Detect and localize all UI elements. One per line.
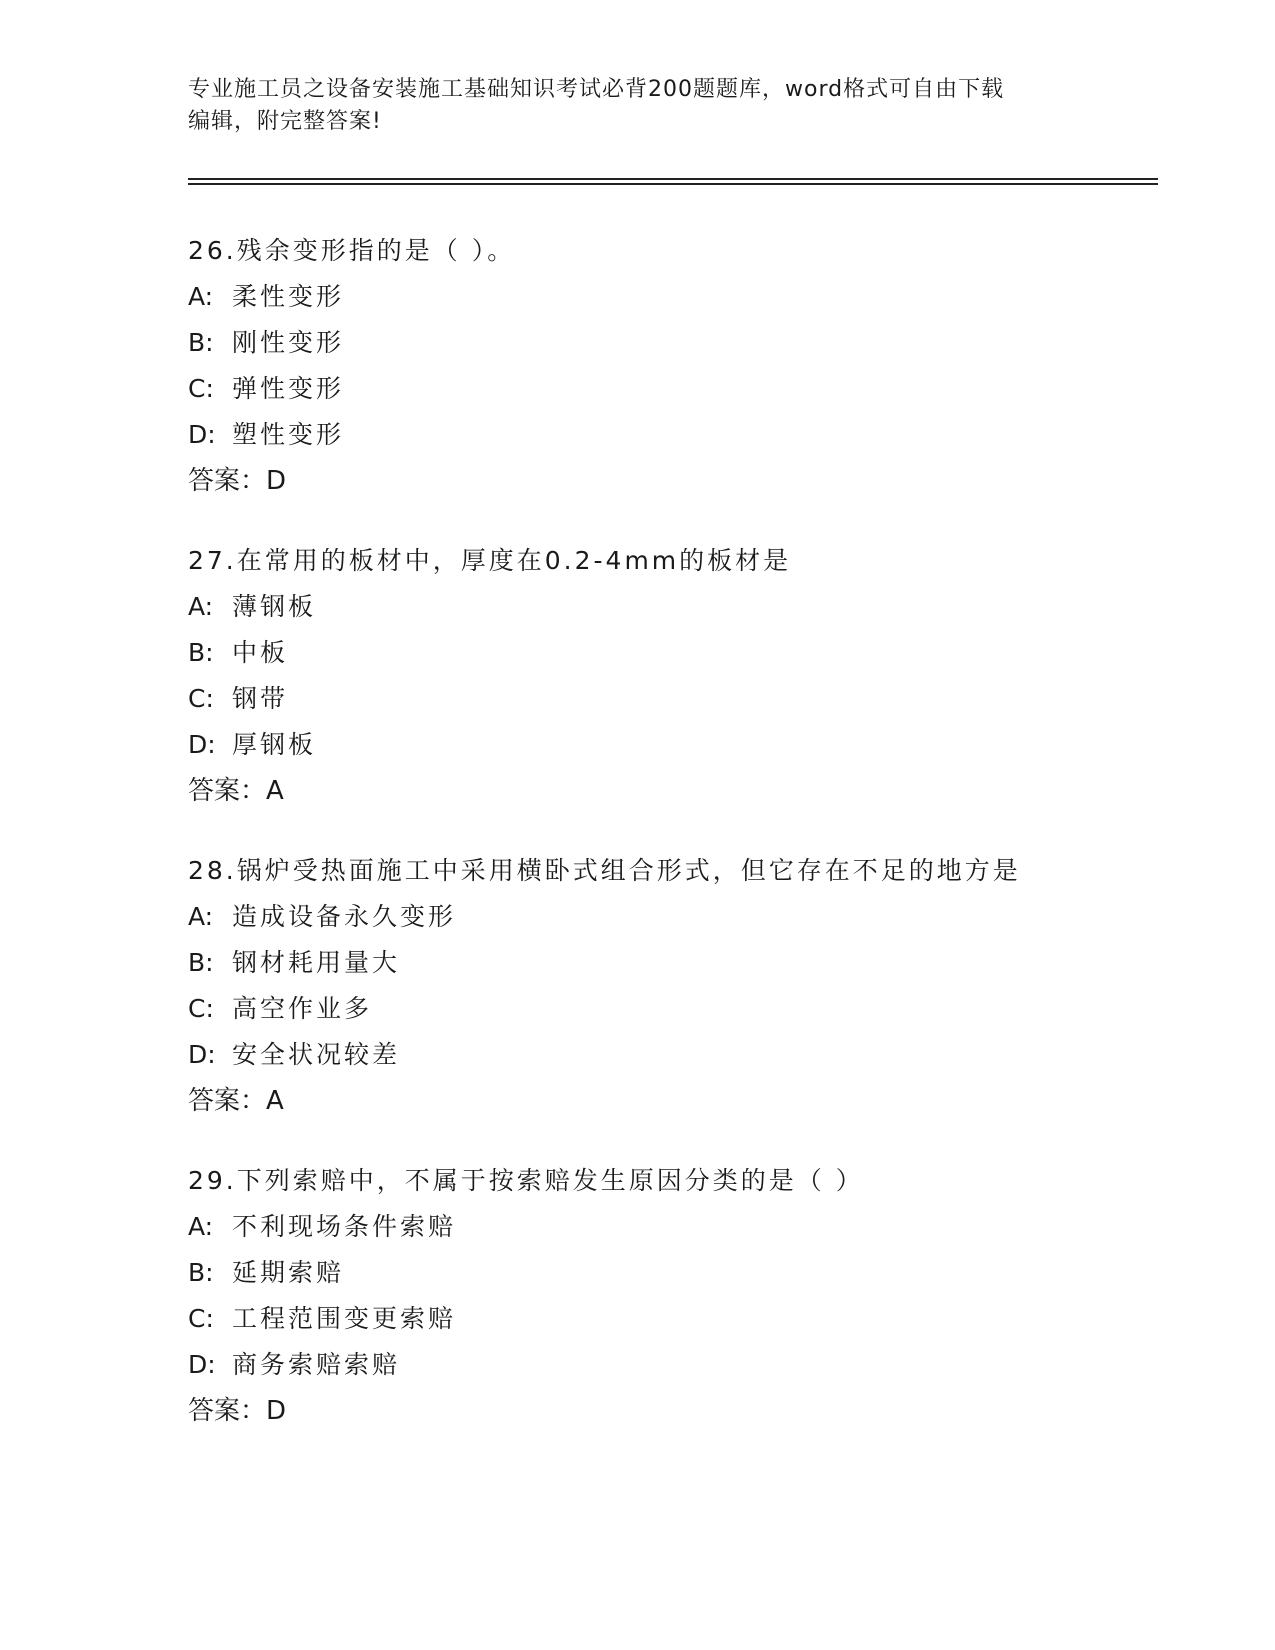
header-line-2: 编辑，附完整答案! bbox=[188, 109, 382, 134]
answer-label: 答案：D bbox=[188, 466, 287, 496]
option-key: B: bbox=[188, 1258, 214, 1287]
option-text: 中板 bbox=[232, 638, 289, 667]
option-key: A: bbox=[188, 282, 214, 311]
option-key: B: bbox=[188, 948, 214, 977]
answer-label: 答案：A bbox=[188, 776, 284, 806]
option-key: A: bbox=[188, 1212, 214, 1241]
option-key: B: bbox=[188, 328, 214, 357]
option-text: 刚性变形 bbox=[232, 328, 345, 357]
answer-label: 答案：A bbox=[188, 1086, 284, 1116]
option-key: C: bbox=[188, 994, 214, 1023]
option-text: 商务索赔索赔 bbox=[232, 1350, 401, 1379]
question-title: 28.锅炉受热面施工中采用横卧式组合形式，但它存在不足的地方是 bbox=[188, 856, 1021, 885]
document-header bbox=[188, 74, 1088, 138]
option-c bbox=[188, 1304, 1168, 1334]
option-d bbox=[188, 730, 1168, 760]
option-c bbox=[188, 374, 1168, 404]
option-text: 造成设备永久变形 bbox=[232, 902, 457, 931]
option-d bbox=[188, 1350, 1168, 1380]
option-c bbox=[188, 684, 1168, 714]
question-28 bbox=[188, 856, 1168, 1116]
option-text: 厚钢板 bbox=[232, 730, 317, 759]
option-c bbox=[188, 994, 1168, 1024]
option-a bbox=[188, 592, 1168, 622]
option-text: 塑性变形 bbox=[232, 420, 345, 449]
question-title: 26.残余变形指的是（ ）。 bbox=[188, 236, 516, 265]
option-text: 钢材耗用量大 bbox=[232, 948, 401, 977]
answer-label: 答案：D bbox=[188, 1396, 287, 1426]
question-list bbox=[188, 236, 1168, 1476]
option-d bbox=[188, 420, 1168, 450]
option-text: 柔性变形 bbox=[232, 282, 345, 311]
option-key: A: bbox=[188, 592, 214, 621]
option-a bbox=[188, 282, 1168, 312]
option-d bbox=[188, 1040, 1168, 1070]
option-key: C: bbox=[188, 1304, 214, 1333]
question-title: 27.在常用的板材中，厚度在0.2-4mm的板材是 bbox=[188, 546, 792, 575]
option-b bbox=[188, 948, 1168, 978]
header-line-1: 专业施工员之设备安装施工基础知识考试必背200题题库，word格式可自由下载 bbox=[188, 77, 1005, 102]
option-text: 不利现场条件索赔 bbox=[232, 1212, 457, 1241]
option-key: D: bbox=[188, 1350, 216, 1379]
option-text: 弹性变形 bbox=[232, 374, 345, 403]
option-b bbox=[188, 1258, 1168, 1288]
option-text: 安全状况较差 bbox=[232, 1040, 401, 1069]
question-27 bbox=[188, 546, 1168, 806]
option-key: B: bbox=[188, 638, 214, 667]
option-key: C: bbox=[188, 374, 214, 403]
option-key: C: bbox=[188, 684, 214, 713]
option-text: 延期索赔 bbox=[232, 1258, 345, 1287]
option-a bbox=[188, 1212, 1168, 1242]
option-text: 高空作业多 bbox=[232, 994, 373, 1023]
option-key: D: bbox=[188, 730, 216, 759]
option-text: 钢带 bbox=[232, 684, 289, 713]
question-29 bbox=[188, 1166, 1168, 1426]
option-b bbox=[188, 638, 1168, 668]
question-title: 29.下列索赔中，不属于按索赔发生原因分类的是（ ） bbox=[188, 1166, 864, 1195]
option-b bbox=[188, 328, 1168, 358]
option-key: A: bbox=[188, 902, 214, 931]
header-divider-top bbox=[188, 178, 1158, 180]
option-key: D: bbox=[188, 1040, 216, 1069]
option-text: 薄钢板 bbox=[232, 592, 317, 621]
question-26 bbox=[188, 236, 1168, 496]
option-text: 工程范围变更索赔 bbox=[232, 1304, 457, 1333]
option-a bbox=[188, 902, 1168, 932]
header-divider-bottom bbox=[188, 183, 1158, 185]
option-key: D: bbox=[188, 420, 216, 449]
